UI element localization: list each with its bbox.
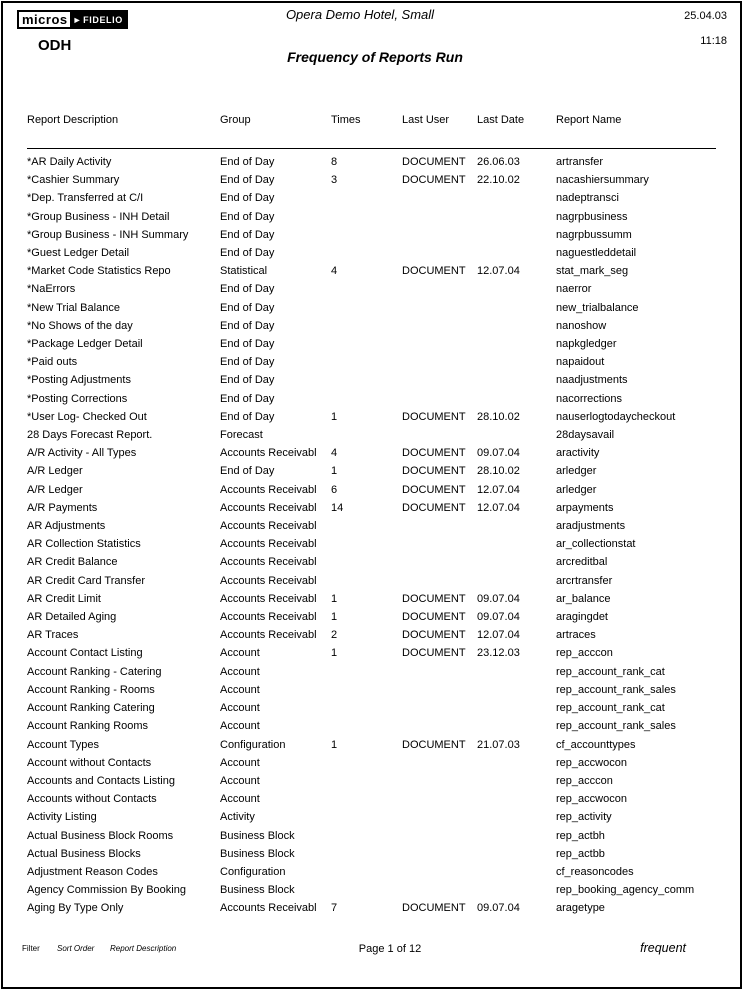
cell-last-date: 09.07.04 [477, 611, 520, 624]
footer-sort-order-value: Report Description [110, 944, 177, 953]
table-row [0, 717, 743, 735]
run-time: 11:18 [700, 35, 727, 47]
cell-times: 7 [331, 902, 338, 915]
table-row [0, 208, 743, 226]
cell-last-date: 22.10.02 [477, 174, 520, 187]
cell-report-description: Aging By Type Only [27, 902, 124, 915]
table-row [0, 644, 743, 662]
cell-report-name: rep_actbh [556, 829, 605, 842]
cell-last-date: 21.07.03 [477, 738, 520, 751]
cell-last-user: DOCUMENT [402, 592, 466, 605]
cell-report-description: *Paid outs [27, 356, 78, 369]
cell-group: Account [220, 683, 260, 696]
cell-group: Accounts Receivabl [220, 538, 317, 551]
table-row [0, 827, 743, 845]
cell-report-description: *User Log- Checked Out [27, 410, 147, 423]
cell-last-date: 12.07.04 [477, 501, 520, 514]
cell-last-date: 12.07.04 [477, 265, 520, 278]
cell-group: End of Day [220, 374, 275, 387]
cell-last-date: 09.07.04 [477, 592, 520, 605]
cell-report-description: Account Types [27, 738, 99, 751]
cell-report-description: AR Traces [27, 629, 79, 642]
cell-report-description: AR Adjustments [27, 520, 106, 533]
cell-group: Accounts Receivabl [220, 629, 317, 642]
cell-report-description: Account Contact Listing [27, 647, 143, 660]
cell-times: 4 [331, 265, 338, 278]
column-header-group: Group [220, 114, 251, 126]
table-row [0, 153, 743, 171]
table-row [0, 226, 743, 244]
cell-last-user: DOCUMENT [402, 629, 466, 642]
cell-last-user: DOCUMENT [402, 465, 466, 478]
cell-report-description: Agency Commission By Booking [27, 884, 186, 897]
table-row [0, 499, 743, 517]
cell-report-name: cf_reasoncodes [556, 865, 634, 878]
cell-report-description: *Dep. Transferred at C/I [27, 192, 144, 205]
table-row [0, 790, 743, 808]
cell-report-name: rep_activity [556, 811, 612, 824]
cell-report-name: rep_accwocon [556, 793, 627, 806]
cell-times: 1 [331, 410, 338, 423]
cell-report-name: rep_actbb [556, 847, 605, 860]
cell-group: Account [220, 756, 260, 769]
cell-report-name: rep_account_rank_cat [556, 665, 665, 678]
cell-last-date: 23.12.03 [477, 647, 520, 660]
cell-times: 1 [331, 592, 338, 605]
cell-report-description: Activity Listing [27, 811, 97, 824]
cell-group: Account [220, 647, 260, 660]
cell-report-name: arcrtransfer [556, 574, 613, 587]
table-row [0, 280, 743, 298]
table-row [0, 171, 743, 189]
footer-filter-label: Filter [22, 944, 40, 953]
table-row [0, 353, 743, 371]
cell-group: Account [220, 793, 260, 806]
cell-group: End of Day [220, 174, 275, 187]
cell-report-name: aragetype [556, 902, 605, 915]
cell-report-name: naerror [556, 283, 592, 296]
cell-report-description: AR Credit Card Transfer [27, 574, 145, 587]
cell-report-name: aradjustments [556, 520, 626, 533]
cell-last-user: DOCUMENT [402, 447, 466, 460]
cell-group: Forecast [220, 429, 263, 442]
cell-last-user: DOCUMENT [402, 501, 466, 514]
cell-last-date: 12.07.04 [477, 483, 520, 496]
table-row [0, 663, 743, 681]
column-header-last-date: Last Date [477, 114, 525, 126]
cell-report-description: *Market Code Statistics Repo [27, 265, 171, 278]
cell-report-description: *Posting Adjustments [27, 374, 131, 387]
cell-report-description: *NaErrors [27, 283, 76, 296]
cell-last-date: 26.06.03 [477, 156, 520, 168]
cell-group: End of Day [220, 356, 275, 369]
cell-report-name: aragingdet [556, 611, 608, 624]
cell-report-description: Account Ranking Rooms [27, 720, 149, 733]
table-row [0, 845, 743, 863]
cell-report-name: ar_collectionstat [556, 538, 636, 551]
property-code: ODH [38, 37, 72, 54]
cell-report-name: rep_account_rank_sales [556, 683, 676, 696]
header-divider-line [27, 148, 716, 149]
cell-group: End of Day [220, 410, 275, 423]
cell-report-description: AR Credit Balance [27, 556, 118, 569]
table-row [0, 408, 743, 426]
cell-last-user: DOCUMENT [402, 611, 466, 624]
cell-group: Configuration [220, 865, 286, 878]
table-row [0, 535, 743, 553]
cell-report-name: nacashiersummary [556, 174, 649, 187]
cell-report-description: Adjustment Reason Codes [27, 865, 158, 878]
table-row [0, 681, 743, 699]
table-row [0, 371, 743, 389]
table-column-headers [0, 114, 743, 128]
cell-last-user: DOCUMENT [402, 156, 466, 168]
page-number: Page 1 of 12 [358, 943, 422, 955]
table-row [0, 699, 743, 717]
cell-report-description: *Guest Ledger Detail [27, 247, 130, 260]
cell-report-description: AR Detailed Aging [27, 611, 117, 624]
cell-report-name: arpayments [556, 501, 614, 514]
cell-last-user: DOCUMENT [402, 483, 466, 496]
cell-group: Accounts Receivabl [220, 592, 317, 605]
cell-group: End of Day [220, 283, 275, 296]
cell-group: End of Day [220, 301, 275, 314]
cell-group: Business Block [220, 884, 295, 897]
cell-group: Accounts Receivabl [220, 574, 317, 587]
table-row [0, 553, 743, 571]
cell-report-description: A/R Ledger [27, 465, 83, 478]
table-row [0, 244, 743, 262]
cell-report-name: new_trialbalance [556, 301, 639, 314]
cell-report-name: rep_acccon [556, 774, 613, 787]
table-row [0, 736, 743, 754]
cell-last-user: DOCUMENT [402, 902, 466, 915]
cell-report-description: *New Trial Balance [27, 301, 120, 314]
table-row [0, 444, 743, 462]
cell-last-date: 12.07.04 [477, 629, 520, 642]
column-header-report-description: Report Description [27, 114, 119, 126]
cell-group: Account [220, 665, 260, 678]
table-row [0, 426, 743, 444]
table-row [0, 262, 743, 280]
cell-report-name: aractivity [556, 447, 600, 460]
cell-report-name: rep_account_rank_sales [556, 720, 676, 733]
cell-group: Account [220, 774, 260, 787]
cell-last-date: 09.07.04 [477, 447, 520, 460]
cell-times: 1 [331, 611, 338, 624]
cell-report-description: Account Ranking Catering [27, 702, 155, 715]
cell-report-name: 28daysavail [556, 429, 615, 442]
cell-report-name: rep_accwocon [556, 756, 627, 769]
table-row [0, 754, 743, 772]
cell-report-name: nacorrections [556, 392, 623, 405]
cell-group: End of Day [220, 319, 275, 332]
cell-report-description: A/R Activity - All Types [27, 447, 137, 460]
cell-report-description: Account without Contacts [27, 756, 152, 769]
cell-times: 4 [331, 447, 338, 460]
table-row [0, 881, 743, 899]
cell-group: Activity [220, 811, 255, 824]
cell-times: 2 [331, 629, 338, 642]
cell-group: Accounts Receivabl [220, 902, 317, 915]
table-row [0, 481, 743, 499]
cell-group: Accounts Receivabl [220, 520, 317, 533]
cell-report-name: nauserlogtodaycheckout [556, 410, 676, 423]
cell-group: End of Day [220, 338, 275, 351]
table-row [0, 808, 743, 826]
cell-report-description: Actual Business Block Rooms [27, 829, 174, 842]
cell-last-user: DOCUMENT [402, 174, 466, 187]
cell-group: Statistical [220, 265, 268, 278]
cell-group: Account [220, 720, 260, 733]
table-row [0, 189, 743, 207]
cell-report-description: Account Ranking - Catering [27, 665, 162, 678]
cell-report-name: artransfer [556, 156, 604, 168]
cell-report-description: A/R Payments [27, 501, 98, 514]
cell-group: End of Day [220, 465, 275, 478]
cell-report-description: 28 Days Forecast Report. [27, 429, 153, 442]
cell-group: Accounts Receivabl [220, 556, 317, 569]
column-header-last-user: Last User [402, 114, 450, 126]
cell-times: 14 [331, 501, 344, 514]
cell-report-description: AR Credit Limit [27, 592, 101, 605]
cell-report-name: rep_acccon [556, 647, 613, 660]
table-row [0, 626, 743, 644]
table-row [0, 299, 743, 317]
fidelio-logo-text: FIDELIO [83, 14, 123, 25]
cell-group: End of Day [220, 247, 275, 260]
cell-report-name: stat_mark_seg [556, 265, 629, 278]
cell-report-description: *Group Business - INH Detail [27, 210, 170, 223]
cell-group: Accounts Receivabl [220, 501, 317, 514]
cell-last-user: DOCUMENT [402, 410, 466, 423]
cell-group: Business Block [220, 847, 295, 860]
cell-report-description: Accounts and Contacts Listing [27, 774, 175, 787]
cell-report-name: naadjustments [556, 374, 628, 387]
cell-group: Configuration [220, 738, 286, 751]
report-file-name: frequent [640, 941, 686, 955]
table-row [0, 317, 743, 335]
cell-report-name: arledger [556, 465, 597, 478]
footer-sort-order-label: Sort Order [57, 944, 95, 953]
cell-last-date: 09.07.04 [477, 902, 520, 915]
column-header-report-name: Report Name [556, 114, 622, 126]
cell-last-user: DOCUMENT [402, 265, 466, 278]
cell-times: 8 [331, 156, 338, 168]
table-row [0, 899, 743, 917]
cell-last-user: DOCUMENT [402, 738, 466, 751]
cell-report-description: AR Collection Statistics [27, 538, 141, 551]
cell-times: 3 [331, 174, 338, 187]
cell-report-name: rep_account_rank_cat [556, 702, 665, 715]
cell-group: End of Day [220, 392, 275, 405]
report-title: Frequency of Reports Run [287, 49, 463, 65]
table-row [0, 390, 743, 408]
run-date: 25.04.03 [684, 10, 727, 22]
cell-last-date: 28.10.02 [477, 465, 520, 478]
cell-report-description: *No Shows of the day [27, 319, 133, 332]
cell-times: 6 [331, 483, 338, 496]
cell-report-description: A/R Ledger [27, 483, 83, 496]
cell-report-description: *Package Ledger Detail [27, 338, 143, 351]
cell-group: Accounts Receivabl [220, 611, 317, 624]
cell-report-name: arcreditbal [556, 556, 608, 569]
cell-times: 1 [331, 738, 338, 751]
cell-group: End of Day [220, 210, 275, 223]
cell-times: 1 [331, 647, 338, 660]
hotel-name: Opera Demo Hotel, Small [285, 7, 435, 22]
cell-report-name: napkgledger [556, 338, 617, 351]
report-table-body [0, 153, 743, 918]
cell-report-name: naguestleddetail [556, 247, 637, 260]
cell-last-user: DOCUMENT [402, 647, 466, 660]
cell-group: Accounts Receivabl [220, 483, 317, 496]
table-row [0, 772, 743, 790]
cell-report-name: nadeptransci [556, 192, 619, 205]
cell-times: 1 [331, 465, 338, 478]
cell-report-name: rep_booking_agency_comm [556, 884, 695, 897]
cell-report-name: napaidout [556, 356, 605, 369]
cell-report-description: *AR Daily Activity [27, 156, 112, 168]
cell-report-name: arledger [556, 483, 597, 496]
table-row [0, 572, 743, 590]
cell-report-name: nagrpbusiness [556, 210, 628, 223]
table-row [0, 335, 743, 353]
cell-group: Accounts Receivabl [220, 447, 317, 460]
cell-group: Business Block [220, 829, 295, 842]
cell-group: End of Day [220, 228, 275, 241]
cell-report-description: *Group Business - INH Summary [27, 228, 189, 241]
cell-last-date: 28.10.02 [477, 410, 520, 423]
table-row [0, 608, 743, 626]
cell-report-name: cf_accounttypes [556, 738, 636, 751]
arrow-right-icon: ► [72, 14, 83, 25]
cell-group: End of Day [220, 156, 275, 168]
table-row [0, 462, 743, 480]
cell-report-description: *Posting Corrections [27, 392, 128, 405]
cell-report-name: ar_balance [556, 592, 611, 605]
cell-report-description: *Cashier Summary [27, 174, 120, 187]
table-row [0, 863, 743, 881]
table-row [0, 590, 743, 608]
micros-logo-text: micros [17, 10, 72, 29]
cell-report-name: artraces [556, 629, 596, 642]
cell-group: Account [220, 702, 260, 715]
table-row [0, 517, 743, 535]
cell-report-name: nagrpbussumm [556, 228, 632, 241]
cell-report-description: Account Ranking - Rooms [27, 683, 155, 696]
cell-report-description: Actual Business Blocks [27, 847, 141, 860]
cell-report-description: Accounts without Contacts [27, 793, 157, 806]
cell-group: End of Day [220, 192, 275, 205]
column-header-times: Times [331, 114, 361, 126]
cell-report-name: nanoshow [556, 319, 607, 332]
